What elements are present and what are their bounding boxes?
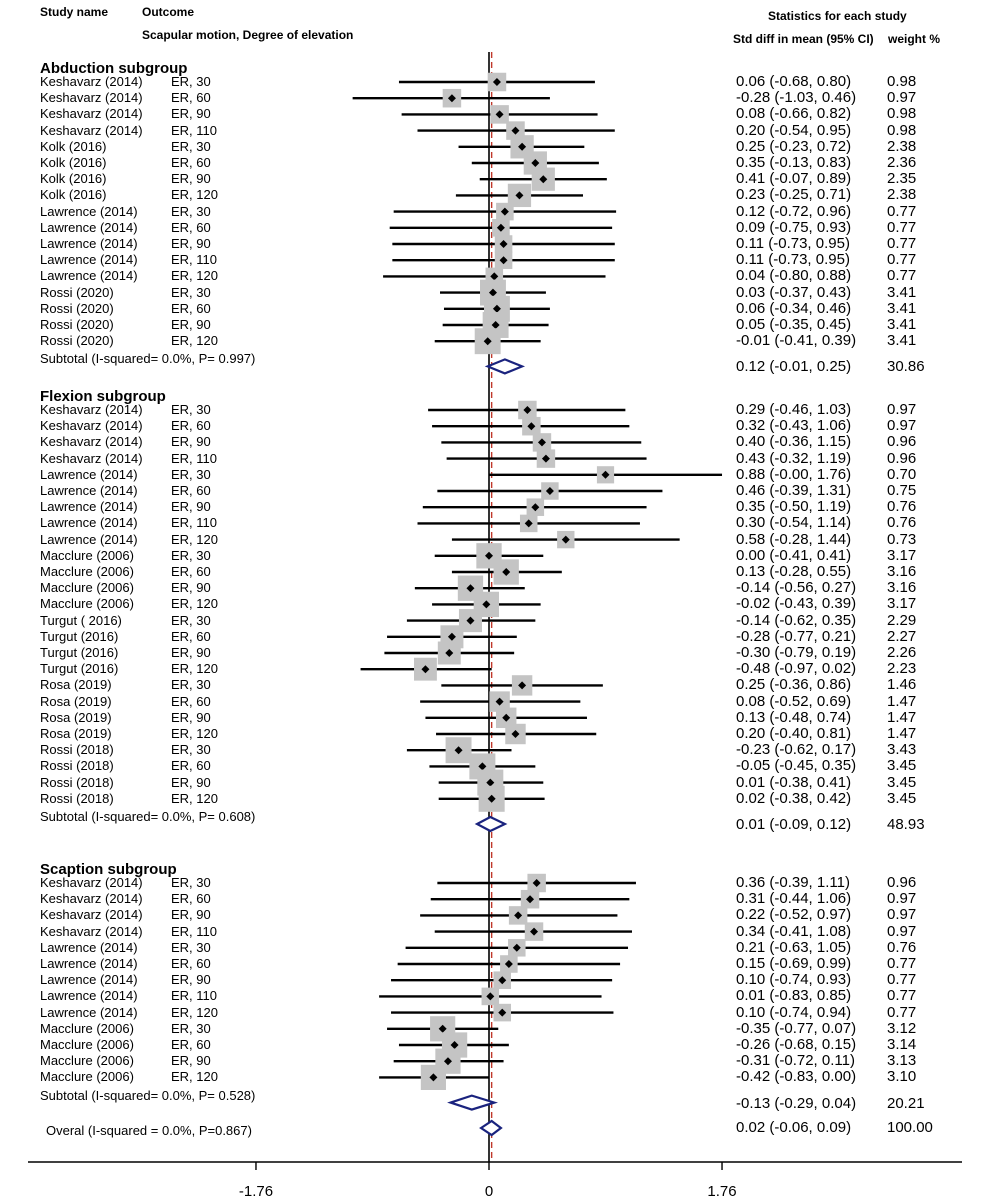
study-name: Rosa (2019) (40, 677, 112, 693)
weight-label: 3.16 (887, 563, 917, 580)
weight-label: 0.77 (887, 235, 917, 252)
effect-ci-label: 0.41 (-0.07, 0.89) (736, 170, 852, 188)
study-outcome: ER, 90 (171, 580, 211, 596)
study-outcome: ER, 90 (171, 317, 211, 332)
effect-ci-label: -0.01 (-0.41, 0.39) (736, 332, 857, 350)
study-outcome: ER, 30 (171, 466, 211, 482)
effect-ci-label: 0.03 (-0.37, 0.43) (736, 283, 852, 301)
weight-label: 3.45 (887, 789, 917, 807)
study-name: Rossi (2018) (40, 774, 114, 790)
study-outcome: ER, 30 (171, 939, 211, 955)
study-name: Lawrence (2014) (40, 236, 138, 251)
effect-ci-label: 0.20 (-0.40, 0.81) (736, 725, 852, 742)
study-outcome: ER, 30 (171, 612, 211, 628)
effect-ci-label: 0.29 (-0.46, 1.03) (736, 401, 852, 418)
study-name: Lawrence (2014) (40, 972, 138, 988)
study-outcome: ER, 60 (171, 300, 211, 316)
overall-ci-label: 0.02 (-0.06, 0.09) (736, 1119, 852, 1136)
weight-label: 3.12 (887, 1019, 917, 1037)
study-outcome: ER, 30 (171, 1020, 211, 1036)
study-outcome: ER, 60 (171, 1037, 211, 1052)
study-name: Macclure (2006) (40, 1069, 134, 1085)
weight-label: 0.70 (887, 465, 917, 483)
study-outcome: ER, 60 (171, 956, 211, 971)
effect-ci-label: -0.23 (-0.62, 0.17) (736, 741, 857, 759)
study-name: Macclure (2006) (40, 596, 134, 612)
effect-ci-label: 0.34 (-0.41, 1.08) (736, 922, 852, 940)
weight-label: 2.29 (887, 611, 917, 629)
weight-label: 2.27 (887, 627, 917, 645)
study-outcome: ER, 90 (171, 499, 211, 515)
study-outcome: ER, 120 (171, 333, 218, 349)
weight-label: 3.45 (887, 757, 917, 775)
effect-ci-label: 0.46 (-0.39, 1.31) (736, 482, 852, 499)
study-outcome: ER, 60 (171, 219, 211, 235)
weight-label: 0.77 (887, 1003, 917, 1021)
weight-label: 0.98 (887, 121, 917, 139)
effect-ci-label: -0.48 (-0.97, 0.02) (736, 660, 857, 678)
overall-diamond (481, 1121, 501, 1135)
weight-label: 0.96 (887, 449, 917, 467)
study-outcome: ER, 110 (171, 515, 218, 531)
study-name: Lawrence (2014) (40, 219, 138, 235)
effect-ci-label: 0.32 (-0.43, 1.06) (736, 417, 852, 435)
header-outcome-sub: Scapular motion, Degree of elevation (142, 28, 354, 42)
study-name: Keshavarz (2014) (40, 450, 143, 466)
effect-ci-label: 0.08 (-0.52, 0.69) (736, 692, 852, 710)
subtotal-diamond (488, 359, 522, 373)
effect-ci-label: 0.36 (-0.39, 1.11) (736, 874, 850, 891)
effect-ci-label: 0.13 (-0.28, 0.55) (736, 563, 852, 580)
subtotal-label: Subtotal (I-squared= 0.0%, P= 0.608) (40, 809, 256, 824)
effect-ci-label: -0.42 (-0.83, 0.00) (736, 1068, 857, 1086)
study-name: Keshavarz (2014) (40, 74, 143, 89)
weight-label: 2.23 (887, 660, 917, 678)
effect-ci-label: 0.04 (-0.80, 0.88) (736, 267, 852, 285)
weight-label: 0.98 (887, 73, 917, 90)
effect-ci-label: 0.22 (-0.52, 0.97) (736, 906, 852, 924)
weight-label: 0.97 (887, 401, 917, 418)
overall-weight-label: 100.00 (887, 1119, 933, 1136)
effect-ci-label: -0.05 (-0.45, 0.35) (736, 757, 857, 775)
weight-label: 0.97 (887, 417, 917, 435)
study-name: Lawrence (2014) (40, 252, 138, 268)
effect-ci-label: 0.30 (-0.54, 1.14) (736, 514, 852, 532)
weight-label: 2.38 (887, 137, 917, 155)
subtotal-weight-label: 48.93 (887, 816, 925, 833)
study-name: Macclure (2006) (40, 564, 134, 579)
study-outcome: ER, 90 (171, 774, 211, 790)
study-outcome: ER, 120 (171, 187, 218, 203)
effect-ci-label: -0.14 (-0.62, 0.35) (736, 611, 857, 629)
study-outcome: ER, 90 (171, 434, 211, 450)
subtotal-diamond (451, 1096, 495, 1110)
header-col-smd: Std diff in mean (95% CI) (733, 32, 874, 46)
effect-ci-label: -0.31 (-0.72, 0.11) (736, 1052, 855, 1070)
weight-label: 2.26 (887, 644, 917, 661)
weight-label: 0.97 (887, 89, 917, 107)
study-name: Keshavarz (2014) (40, 434, 143, 450)
study-name: Macclure (2006) (40, 547, 134, 563)
effect-ci-label: -0.28 (-1.03, 0.46) (736, 89, 857, 107)
effect-ci-label: 0.09 (-0.75, 0.93) (736, 218, 852, 236)
effect-ci-label: 0.35 (-0.13, 0.83) (736, 154, 852, 171)
weight-label: 0.76 (887, 514, 917, 532)
subtotal-ci-label: 0.12 (-0.01, 0.25) (736, 358, 852, 376)
study-name: Rosa (2019) (40, 709, 112, 725)
effect-ci-label: 0.35 (-0.50, 1.19) (736, 498, 852, 516)
effect-ci-label: 0.25 (-0.23, 0.72) (736, 137, 852, 155)
study-name: Kolk (2016) (40, 155, 107, 170)
study-outcome: ER, 90 (171, 709, 211, 725)
weight-label: 0.77 (887, 202, 917, 220)
effect-ci-label: 0.01 (-0.38, 0.41) (736, 773, 852, 791)
study-name: Rossi (2020) (40, 333, 114, 349)
study-outcome: ER, 120 (171, 1004, 218, 1020)
weight-label: 3.45 (887, 773, 917, 791)
subtotal-weight-label: 20.21 (887, 1094, 925, 1112)
header-outcome: Outcome (142, 5, 195, 19)
weight-label: 0.97 (887, 890, 917, 908)
study-name: Lawrence (2014) (40, 466, 138, 482)
weight-label: 3.41 (887, 332, 917, 350)
effect-ci-label: 0.11 (-0.73, 0.95) (736, 235, 850, 252)
effect-ci-label: 0.02 (-0.38, 0.42) (736, 789, 852, 807)
study-name: Rossi (2020) (40, 284, 114, 300)
study-name: Rossi (2018) (40, 758, 114, 774)
study-outcome: ER, 60 (171, 758, 211, 774)
effect-ci-label: -0.28 (-0.77, 0.21) (736, 627, 857, 645)
study-outcome: ER, 60 (171, 693, 211, 709)
subtotal-label: Subtotal (I-squared= 0.0%, P= 0.528) (40, 1087, 256, 1103)
study-outcome: ER, 110 (171, 122, 218, 138)
study-outcome: ER, 90 (171, 236, 211, 251)
weight-label: 1.47 (887, 692, 917, 710)
weight-label: 0.76 (887, 498, 917, 516)
study-name: Rosa (2019) (40, 693, 112, 709)
study-name: Turgut ( 2016) (40, 612, 122, 628)
weight-label: 0.77 (887, 267, 917, 285)
study-outcome: ER, 60 (171, 564, 211, 579)
study-name: Macclure (2006) (40, 1020, 134, 1036)
weight-label: 0.77 (887, 955, 917, 972)
study-name: Lawrence (2014) (40, 268, 138, 284)
study-outcome: ER, 30 (171, 677, 211, 693)
study-outcome: ER, 90 (171, 645, 211, 660)
study-name: Lawrence (2014) (40, 483, 138, 498)
weight-label: 0.76 (887, 938, 917, 956)
study-name: Keshavarz (2014) (40, 875, 143, 890)
effect-ci-label: 0.10 (-0.74, 0.93) (736, 971, 852, 989)
x-tick-label: 1.76 (707, 1183, 737, 1200)
effect-ci-label: 0.21 (-0.63, 1.05) (736, 938, 852, 956)
effect-ci-label: 0.11 (-0.73, 0.95) (736, 251, 850, 269)
study-name: Rossi (2018) (40, 742, 114, 758)
header-study-name: Study name (40, 5, 109, 19)
effect-ci-label: 0.06 (-0.34, 0.46) (736, 299, 852, 317)
weight-label: 1.47 (887, 708, 917, 726)
weight-label: 2.38 (887, 186, 917, 204)
weight-label: 0.77 (887, 987, 917, 1005)
weight-label: 1.46 (887, 676, 917, 694)
weight-label: 3.41 (887, 283, 917, 301)
effect-ci-label: 0.43 (-0.32, 1.19) (736, 449, 852, 467)
weight-label: 0.96 (887, 433, 917, 451)
study-name: Keshavarz (2014) (40, 923, 143, 939)
study-name: Keshavarz (2014) (40, 891, 143, 907)
weight-label: 3.14 (887, 1036, 917, 1053)
study-name: Lawrence (2014) (40, 531, 138, 547)
weight-label: 3.41 (887, 316, 917, 333)
effect-ci-label: 0.25 (-0.36, 0.86) (736, 676, 852, 694)
study-name: Rossi (2020) (40, 300, 114, 316)
effect-ci-label: 0.13 (-0.48, 0.74) (736, 708, 852, 726)
study-outcome: ER, 30 (171, 284, 211, 300)
study-name: Kolk (2016) (40, 171, 107, 187)
study-outcome: ER, 120 (171, 726, 218, 741)
study-name: Turgut (2016) (40, 628, 119, 644)
study-outcome: ER, 30 (171, 74, 211, 89)
header-stats-title: Statistics for each study (768, 9, 907, 23)
weight-label: 0.75 (887, 482, 917, 499)
study-name: Lawrence (2014) (40, 515, 138, 531)
weight-label: 0.77 (887, 218, 917, 236)
effect-ci-label: 0.05 (-0.35, 0.45) (736, 316, 852, 333)
effect-ci-label: 0.06 (-0.68, 0.80) (736, 73, 852, 90)
study-name: Kolk (2016) (40, 138, 107, 154)
weight-label: 2.36 (887, 154, 917, 171)
weight-label: 3.41 (887, 299, 917, 317)
study-outcome: ER, 60 (171, 628, 211, 644)
group-title: Scaption subgroup (40, 861, 177, 878)
effect-ci-label: 0.58 (-0.28, 1.44) (736, 530, 852, 548)
study-name: Keshavarz (2014) (40, 907, 143, 923)
effect-ci-label: 0.31 (-0.44, 1.06) (736, 890, 852, 908)
subtotal-diamond (477, 817, 505, 831)
x-tick-label: 0 (484, 1183, 494, 1200)
weight-label: 0.73 (887, 530, 917, 548)
subtotal-ci-label: 0.01 (-0.09, 0.12) (736, 816, 852, 833)
weight-label: 3.17 (887, 546, 917, 564)
weight-label: 0.97 (887, 922, 917, 940)
study-name: Lawrence (2014) (40, 1004, 138, 1020)
study-name: Keshavarz (2014) (40, 122, 143, 138)
study-outcome: ER, 110 (171, 988, 218, 1004)
study-outcome: ER, 60 (171, 90, 211, 106)
effect-ci-label: -0.30 (-0.79, 0.19) (736, 644, 857, 661)
weight-label: 0.77 (887, 251, 917, 269)
weight-label: 0.96 (887, 874, 917, 891)
effect-ci-label: 0.01 (-0.83, 0.85) (736, 987, 852, 1005)
effect-ci-label: -0.26 (-0.68, 0.15) (736, 1036, 857, 1053)
study-outcome: ER, 30 (171, 138, 211, 154)
effect-ci-label: -0.35 (-0.77, 0.07) (736, 1019, 857, 1037)
study-outcome: ER, 30 (171, 402, 211, 417)
weight-label: 3.10 (887, 1068, 917, 1086)
study-outcome: ER, 90 (171, 972, 211, 988)
effect-ci-label: -0.14 (-0.56, 0.27) (736, 579, 857, 597)
effect-ci-label: 0.00 (-0.41, 0.41) (736, 546, 852, 564)
study-name: Keshavarz (2014) (40, 90, 143, 106)
effect-ci-label: 0.88 (-0.00, 1.76) (736, 465, 852, 483)
x-tick-label: -1.76 (238, 1183, 274, 1200)
study-name: Lawrence (2014) (40, 956, 138, 971)
study-outcome: ER, 30 (171, 203, 211, 219)
subtotal-label: Subtotal (I-squared= 0.0%, P= 0.997) (40, 351, 256, 367)
study-outcome: ER, 90 (171, 106, 211, 122)
study-outcome: ER, 30 (171, 547, 211, 563)
study-outcome: ER, 120 (171, 661, 218, 677)
study-name: Turgut (2016) (40, 661, 119, 677)
study-name: Rossi (2018) (40, 790, 114, 806)
study-outcome: ER, 120 (171, 1069, 218, 1085)
group-title: Abduction subgroup (40, 60, 188, 77)
weight-label: 3.16 (887, 579, 917, 597)
study-name: Rosa (2019) (40, 726, 112, 741)
effect-ci-label: -0.02 (-0.43, 0.39) (736, 595, 857, 613)
study-outcome: ER, 30 (171, 875, 211, 890)
study-name: Kolk (2016) (40, 187, 107, 203)
weight-label: 3.13 (887, 1052, 917, 1070)
study-name: Keshavarz (2014) (40, 106, 143, 122)
study-outcome: ER, 120 (171, 531, 218, 547)
study-outcome: ER, 120 (171, 268, 218, 284)
study-name: Macclure (2006) (40, 1053, 134, 1069)
study-outcome: ER, 60 (171, 483, 211, 498)
study-outcome: ER, 110 (171, 252, 218, 268)
study-outcome: ER, 110 (171, 923, 218, 939)
study-outcome: ER, 60 (171, 418, 211, 434)
group-title: Flexion subgroup (40, 388, 166, 405)
study-name: Rossi (2020) (40, 317, 114, 332)
study-outcome: ER, 110 (171, 450, 218, 466)
study-name: Macclure (2006) (40, 580, 134, 596)
weight-label: 3.43 (887, 741, 917, 759)
weight-label: 0.77 (887, 971, 917, 989)
study-outcome: ER, 30 (171, 742, 211, 758)
study-outcome: ER, 90 (171, 907, 211, 923)
subtotal-ci-label: -0.13 (-0.29, 0.04) (736, 1094, 857, 1112)
effect-ci-label: 0.15 (-0.69, 0.99) (736, 955, 852, 972)
effect-ci-label: 0.08 (-0.66, 0.82) (736, 105, 852, 123)
study-outcome: ER, 90 (171, 1053, 211, 1069)
study-name: Lawrence (2014) (40, 499, 138, 515)
study-outcome: ER, 90 (171, 171, 211, 187)
weight-label: 0.97 (887, 906, 917, 924)
effect-ci-label: 0.10 (-0.74, 0.94) (736, 1003, 852, 1021)
effect-ci-label: 0.12 (-0.72, 0.96) (736, 202, 852, 220)
study-name: Keshavarz (2014) (40, 402, 143, 417)
effect-ci-label: 0.20 (-0.54, 0.95) (736, 121, 852, 139)
study-outcome: ER, 120 (171, 596, 218, 612)
study-name: Lawrence (2014) (40, 939, 138, 955)
study-outcome: ER, 120 (171, 790, 218, 806)
study-name: Lawrence (2014) (40, 988, 138, 1004)
subtotal-weight-label: 30.86 (887, 358, 925, 376)
weight-label: 0.98 (887, 105, 917, 123)
weight-label: 3.17 (887, 595, 917, 613)
overall-label: Overal (I-squared = 0.0%, P=0.867) (46, 1123, 252, 1138)
weight-label: 2.35 (887, 170, 917, 188)
study-name: Macclure (2006) (40, 1037, 134, 1052)
study-outcome: ER, 60 (171, 891, 211, 907)
header-col-weight: weight % (888, 32, 941, 46)
study-name: Lawrence (2014) (40, 203, 138, 219)
weight-label: 1.47 (887, 725, 917, 742)
study-outcome: ER, 60 (171, 155, 211, 170)
effect-ci-label: 0.40 (-0.36, 1.15) (736, 433, 852, 451)
study-name: Turgut (2016) (40, 645, 119, 660)
study-name: Keshavarz (2014) (40, 418, 143, 434)
effect-ci-label: 0.23 (-0.25, 0.71) (736, 186, 852, 204)
